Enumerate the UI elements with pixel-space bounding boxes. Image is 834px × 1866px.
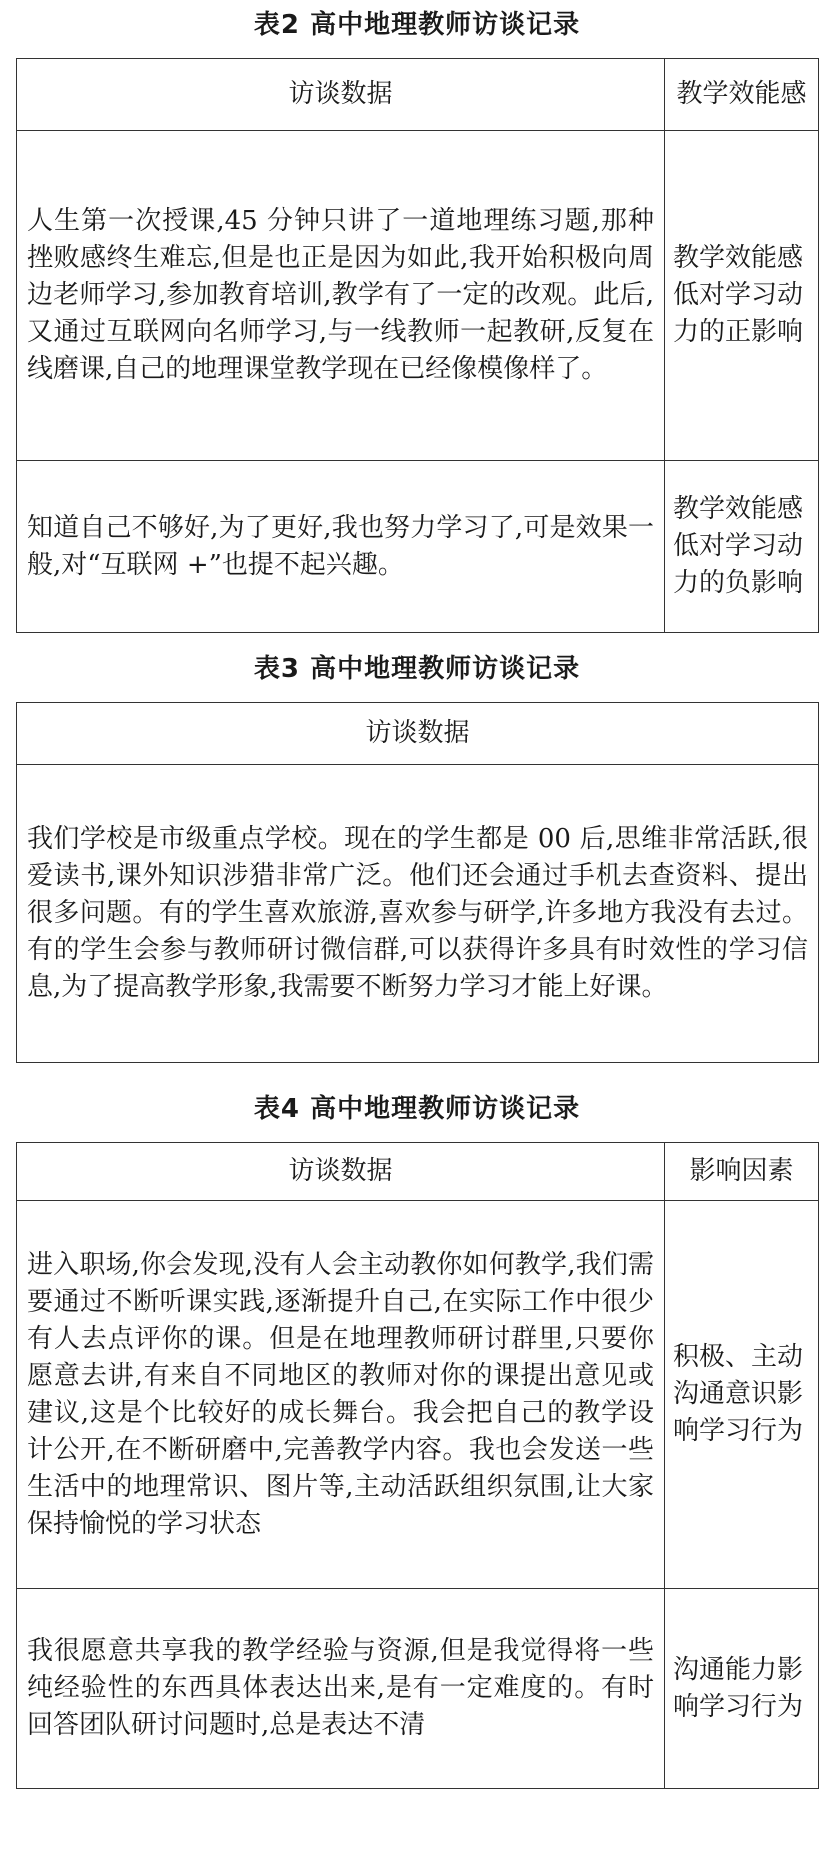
table4-header-factor: 影响因素 (665, 1143, 819, 1201)
interview-text: 知道自己不够好,为了更好,我也努力学习了,可是效果一般,对“互联网 +”也提不起兴趣。 (17, 461, 665, 633)
table2-header-data: 访谈数据 (17, 59, 665, 131)
table-header-row (17, 1143, 819, 1201)
table-row (17, 461, 819, 633)
table-row (17, 765, 819, 1063)
table3-header-data: 访谈数据 (17, 703, 819, 765)
table-row (17, 1589, 819, 1789)
table3-caption: 表3 高中地理教师访谈记录 (253, 654, 581, 684)
table-row (17, 131, 819, 461)
table4 (16, 1142, 819, 1789)
table4-header-data: 访谈数据 (17, 1143, 665, 1201)
table3 (16, 702, 819, 1063)
table-row (17, 1201, 819, 1589)
table-header-row (17, 703, 819, 765)
table2-caption: 表2 高中地理教师访谈记录 (253, 10, 581, 40)
table2-header-effect: 教学效能感 (665, 59, 819, 131)
interview-text: 人生第一次授课,45 分钟只讲了一道地理练习题,那种挫败感终生难忘,但是也正是因为如此,我开始积极向周边老师学习,参加教育培训,教学有了一定的改观。此后,又通过互联网向名师学习,与一线教师一起教研,反复在线磨课,自己的地理课堂教学现在已经像模像样了。 (17, 131, 665, 461)
effect-label: 教学效能感低对学习动力的负影响 (665, 461, 819, 633)
factor-label: 沟通能力影响学习行为 (665, 1589, 819, 1789)
factor-label: 积极、主动沟通意识影响学习行为 (665, 1201, 819, 1589)
effect-label: 教学效能感低对学习动力的正影响 (665, 131, 819, 461)
interview-text: 我很愿意共享我的教学经验与资源,但是我觉得将一些纯经验性的东西具体表达出来,是有一定难度的。有时回答团队研讨问题时,总是表达不清 (17, 1589, 665, 1789)
interview-text: 我们学校是市级重点学校。现在的学生都是 00 后,思维非常活跃,很爱读书,课外知识涉猎非常广泛。他们还会通过手机去查资料、提出很多问题。有的学生喜欢旅游,喜欢参与研学,许多地方我没有去过。有的学生会参与教师研讨微信群,可以获得许多具有时效性的学习信息,为了提高教学形象,我需要不断努力学习才能上好课。 (17, 765, 819, 1063)
table2 (16, 58, 819, 633)
interview-text: 进入职场,你会发现,没有人会主动教你如何教学,我们需要通过不断听课实践,逐渐提升自己,在实际工作中很少有人去点评你的课。但是在地理教师研讨群里,只要你愿意去讲,有来自不同地区的教师对你的课提出意见或建议,这是个比较好的成长舞台。我会把自己的教学设计公开,在不断研磨中,完善教学内容。我也会发送一些生活中的地理常识、图片等,主动活跃组织氛围,让大家保持愉悦的学习状态 (17, 1201, 665, 1589)
table-header-row (17, 59, 819, 131)
table4-caption: 表4 高中地理教师访谈记录 (253, 1094, 581, 1124)
